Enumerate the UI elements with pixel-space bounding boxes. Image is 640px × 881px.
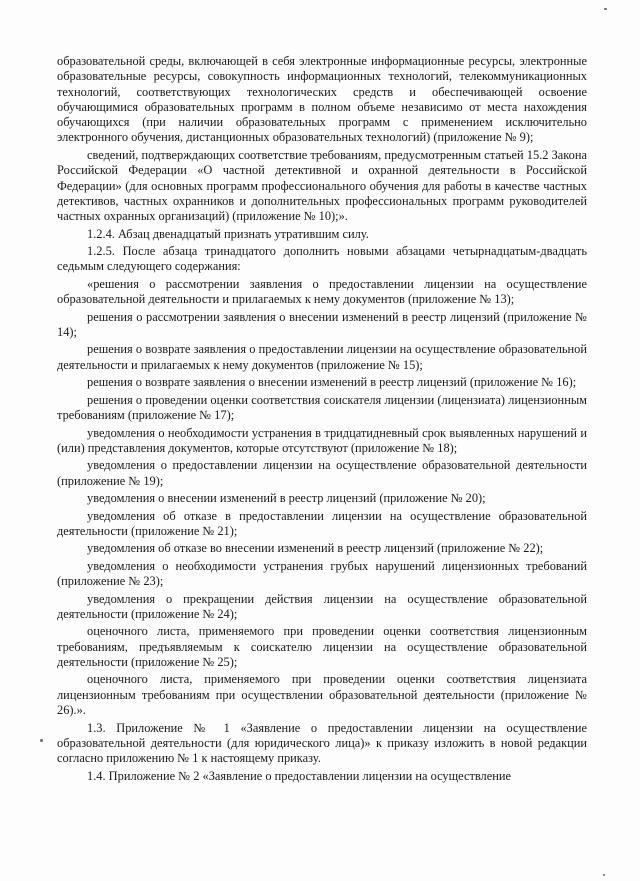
list-item-appendix-22: уведомления об отказе во внесении изменений в реестр лицензий (приложение № 22); bbox=[87, 541, 544, 556]
list-item-appendix-21: уведомления об отказе в предоставлении лицензии на осуществление образовательной деятельности (приложение № 21); bbox=[57, 508, 587, 538]
paragraph-1-2-4: 1.2.4. Абзац двенадцатый признать утратившим силу. bbox=[87, 226, 369, 241]
list-item-appendix-15: решения о возврате заявления о предоставлении лицензии на осуществление образовательной деятельности и прилагаемых к нему документов (приложение № 15); bbox=[57, 342, 587, 372]
scan-speck-bottom-right bbox=[603, 874, 605, 876]
list-item-appendix-13: «решения о рассмотрении заявления о предоставлении лицензии на осуществление образовательной деятельности и прилагаемых к нему документов (приложение № 13); bbox=[57, 276, 587, 307]
list-item-appendix-20: уведомления о внесении изменений в реестр лицензий (приложение № 20); bbox=[87, 491, 486, 506]
paragraph-1-4: 1.4. Приложение № 2 «Заявление о предоставлении лицензии на осуществление bbox=[87, 768, 512, 783]
list-item-appendix-17: решения о проведении оценки соответствия соискателя лицензии (лицензиата) лицензионным требованиям (приложение № 17); bbox=[57, 392, 587, 423]
list-item-appendix-18: уведомления о необходимости устранения в тридцатидневный срок выявленных нарушений и (или) представления документов, которые отсутствуют (приложение № 18); bbox=[57, 425, 587, 455]
list-item-appendix-16: решения о возврате заявления о внесении изменений в реестр лицензий (приложение № 16); bbox=[87, 375, 577, 390]
list-item-appendix-23: уведомления о необходимости устранения грубых нарушений лицензионных требований (приложение № 23); bbox=[57, 558, 587, 589]
list-item-appendix-26: оценочного листа, применяемого при проведении оценки соответствия лицензиата лицензионным требованиям при осуществлении образовательной деятельности (приложение № 26).». bbox=[57, 672, 587, 718]
list-item-appendix-25: оценочного листа, применяемого при проведении оценки соответствия лицензионным требованиям, предъявляемым к соискателю лицензии на осуществление образовательной деятельности (приложение № 25); bbox=[57, 624, 587, 669]
paragraph-1-2-5: 1.2.5. После абзаца тринадцатого дополнить новыми абзацами четырнадцатым-двадцать седьмым следующего содержания: bbox=[57, 244, 587, 274]
list-item-appendix-24: уведомления о прекращении действия лицензии на осуществление образовательной деятельности (приложение № 24); bbox=[57, 591, 587, 621]
document-body bbox=[57, 54, 587, 786]
list-item-appendix-14: решения о рассмотрении заявления о внесении изменений в реестр лицензий (приложение № 14); bbox=[57, 309, 587, 339]
paragraph-1-3: 1.3. Приложение № 1 «Заявление о предоставлении лицензии на осуществление образовательной деятельности (для юридического лица)» к приказу изложить в новой редакции согласно приложению № 1 к настоящему приказу. bbox=[57, 720, 587, 766]
scan-speck-top-right bbox=[604, 8, 607, 10]
scan-speck-left bbox=[40, 739, 43, 742]
paragraph-continuation-9: образовательной среды, включающей в себя электронные информационные ресурсы, электронные образовательные ресурсы, совокупность информационных технологий, телекоммуникационных технологий, соответствующих технологических средств и обеспечивающей освоение обучающимися образовательных программ в полном объеме независимо от места нахождения обучающихся (при наличии образовательных программ с применением исключительно электронного обучения, дистанционных образовательных технологий) (приложение № 9); bbox=[57, 54, 587, 145]
list-item-appendix-19: уведомления о предоставлении лицензии на осуществление образовательной деятельности (приложение № 19); bbox=[57, 458, 587, 488]
paragraph-continuation-10: сведений, подтверждающих соответствие требованиям, предусмотренным статьей 15.2 Закона Российской Федерации «О частной детективной и охранной деятельности в Российской Федерации» (для основных программ профессионального обучения для работы в качестве частных детективов, частных охранников и дополнительных профессиональных программ руководителей частных охранных организаций) (приложение № 10);». bbox=[57, 147, 587, 224]
